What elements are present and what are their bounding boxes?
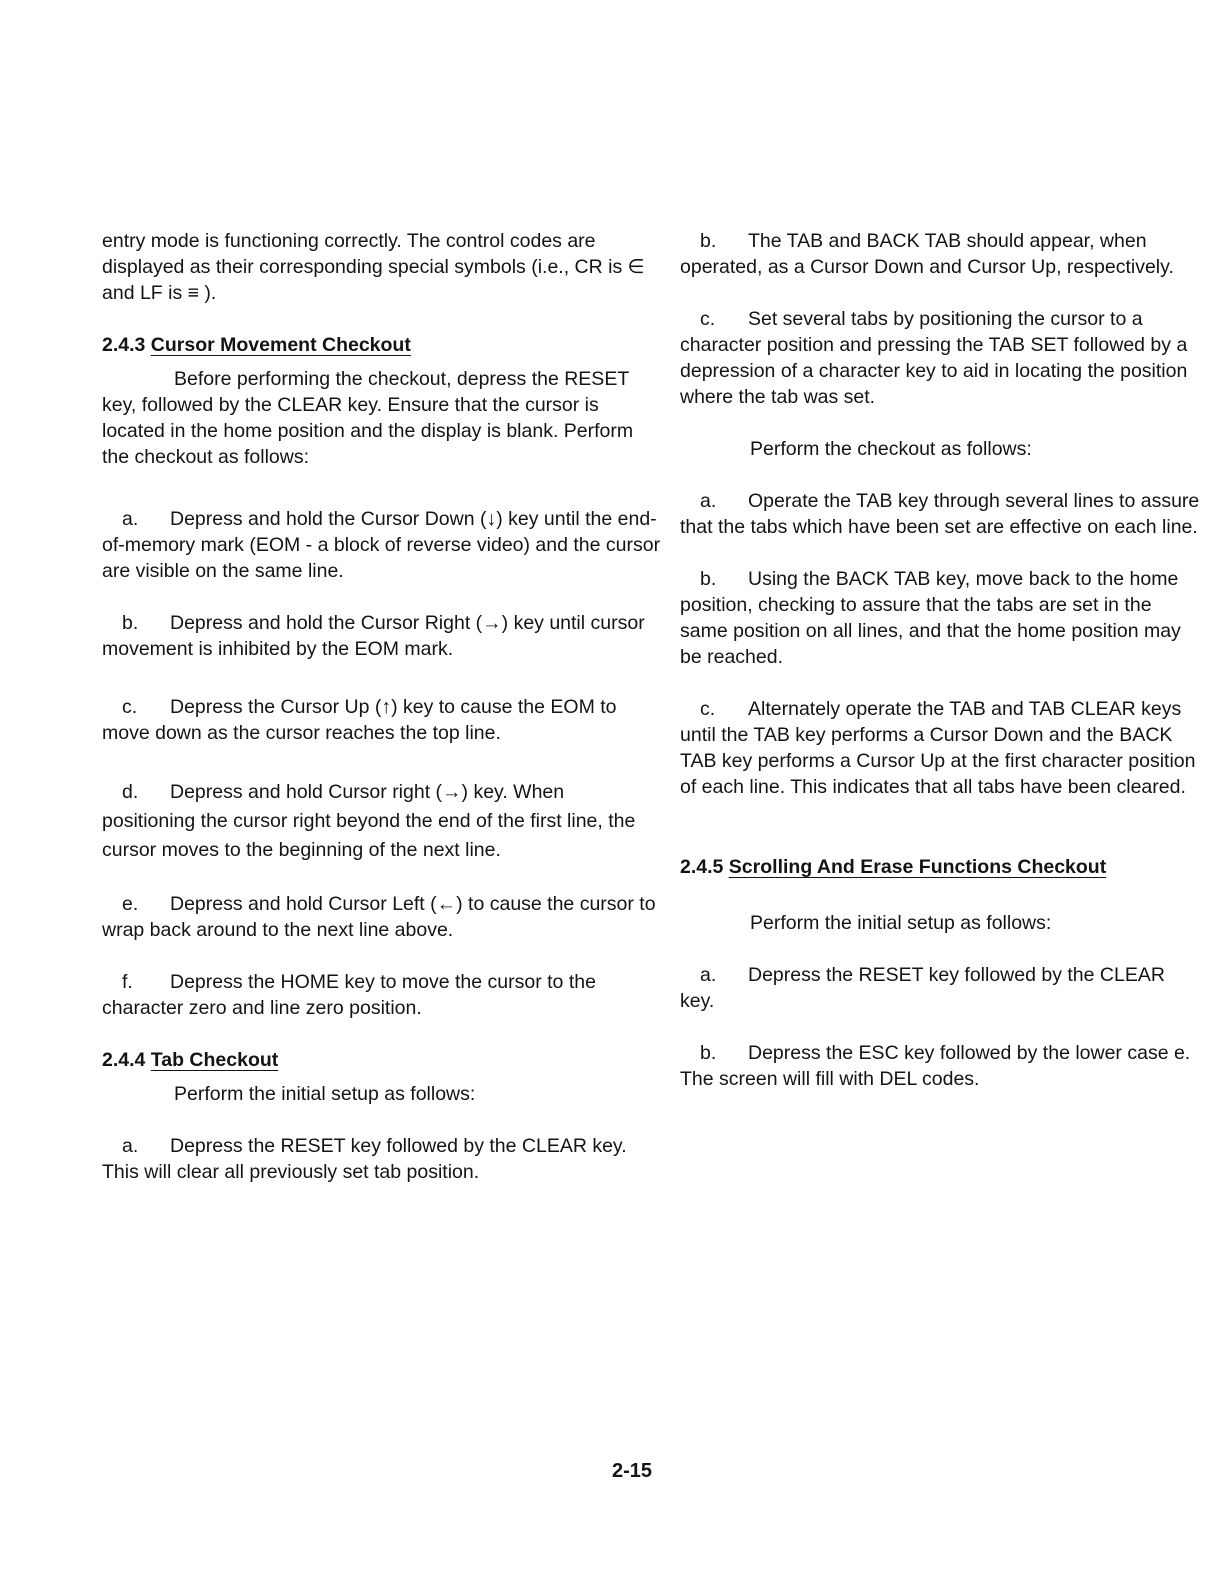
section-body: Perform the initial setup as follows: bbox=[750, 912, 1052, 934]
list-item bbox=[680, 696, 1200, 800]
item-text: Depress the HOME key to move the cursor to the character zero and line zero position. bbox=[102, 971, 596, 1019]
list-item bbox=[102, 778, 662, 865]
list-item bbox=[102, 506, 662, 584]
list-item bbox=[680, 1040, 1200, 1092]
item-text: Depress and hold the Cursor Right (→) key until cursor movement is inhibited by the EOM mark. bbox=[102, 612, 645, 660]
item-text: Depress the RESET key followed by the CLEAR key. bbox=[680, 964, 1165, 1012]
list-item bbox=[680, 488, 1200, 540]
item-label: a. bbox=[700, 964, 717, 986]
item-label: c. bbox=[700, 308, 716, 330]
intro-paragraph: entry mode is functioning correctly. The control codes are displayed as their corresponding special symbols (i.e., CR is ∈ and LF is ≡ ). bbox=[102, 230, 645, 304]
section-title: Tab Checkout bbox=[150, 1049, 279, 1071]
page-number: 2-15 bbox=[611, 1460, 653, 1482]
item-label: a. bbox=[700, 490, 717, 512]
item-label: b. bbox=[122, 612, 139, 634]
item-text: Operate the TAB key through several lines to assure that the tabs which have been set are effective on each line. bbox=[680, 490, 1200, 538]
item-label: f. bbox=[122, 971, 133, 993]
list-item bbox=[102, 891, 662, 943]
perform-instruction: Perform the checkout as follows: bbox=[750, 438, 1032, 460]
section-body: Perform the initial setup as follows: bbox=[174, 1083, 476, 1105]
item-text: Alternately operate the TAB and TAB CLEAR keys until the TAB key performs a Cursor Down and the BACK TAB key performs a Cursor Up at the first character position of each line. This indicates that all tabs have been cleared. bbox=[680, 698, 1196, 798]
section-heading-2-4-3 bbox=[102, 332, 662, 358]
item-text: Depress the Cursor Up (↑) key to cause the EOM to move down as the cursor reaches the top line. bbox=[102, 696, 617, 744]
item-text: Set several tabs by positioning the cursor to a character position and pressing the TAB SET followed by a depression of a character key to aid in locating the position where the tab was set. bbox=[680, 308, 1188, 408]
list-item bbox=[102, 969, 662, 1021]
item-label: c. bbox=[700, 698, 716, 720]
list-item bbox=[102, 610, 662, 662]
item-label: c. bbox=[122, 696, 138, 718]
item-label: e. bbox=[122, 893, 139, 915]
item-label: d. bbox=[122, 781, 139, 803]
list-item bbox=[102, 1133, 662, 1185]
section-body: Before performing the checkout, depress the RESET key, followed by the CLEAR key. Ensure that the cursor is located in the home position and the display is blank. Perform the checkout as follows: bbox=[102, 368, 634, 468]
item-text: Depress and hold Cursor Left (←) to cause the cursor to wrap back around to the next line above. bbox=[102, 893, 656, 941]
section-title: Scrolling And Erase Functions Checkout bbox=[728, 856, 1107, 878]
item-text: Depress the ESC key followed by the lower case e. The screen will fill with DEL codes. bbox=[680, 1042, 1191, 1090]
item-text: Using the BACK TAB key, move back to the home position, checking to assure that the tabs are set in the same position on all lines, and that the home position may be reached. bbox=[680, 568, 1181, 668]
section-number: 2.4.4 bbox=[102, 1049, 146, 1071]
list-item bbox=[680, 962, 1200, 1014]
section-heading-2-4-4 bbox=[102, 1047, 662, 1073]
list-item bbox=[680, 306, 1200, 410]
item-text: Depress the RESET key followed by the CLEAR key. This will clear all previously set tab position. bbox=[102, 1135, 627, 1183]
list-item bbox=[680, 228, 1200, 280]
left-column bbox=[102, 228, 662, 1211]
item-text: Depress and hold Cursor right (→) key. When positioning the cursor right beyond the end of the first line, the cursor moves to the beginning of the next line. bbox=[102, 781, 636, 861]
item-label: b. bbox=[700, 230, 717, 252]
section-heading-2-4-5 bbox=[680, 854, 1200, 880]
item-label: b. bbox=[700, 568, 717, 590]
section-number: 2.4.5 bbox=[680, 856, 724, 878]
item-text: Depress and hold the Cursor Down (↓) key until the end-of-memory mark (EOM - a block of reverse video) and the cursor are visible on the same line. bbox=[102, 508, 661, 582]
section-number: 2.4.3 bbox=[102, 334, 146, 356]
item-label: a. bbox=[122, 508, 139, 530]
right-column bbox=[680, 228, 1200, 1118]
item-label: a. bbox=[122, 1135, 139, 1157]
list-item bbox=[102, 694, 662, 746]
item-label: b. bbox=[700, 1042, 717, 1064]
list-item bbox=[680, 566, 1200, 670]
section-title: Cursor Movement Checkout bbox=[150, 334, 411, 356]
item-text: The TAB and BACK TAB should appear, when operated, as a Cursor Down and Cursor Up, respectively. bbox=[680, 230, 1174, 278]
